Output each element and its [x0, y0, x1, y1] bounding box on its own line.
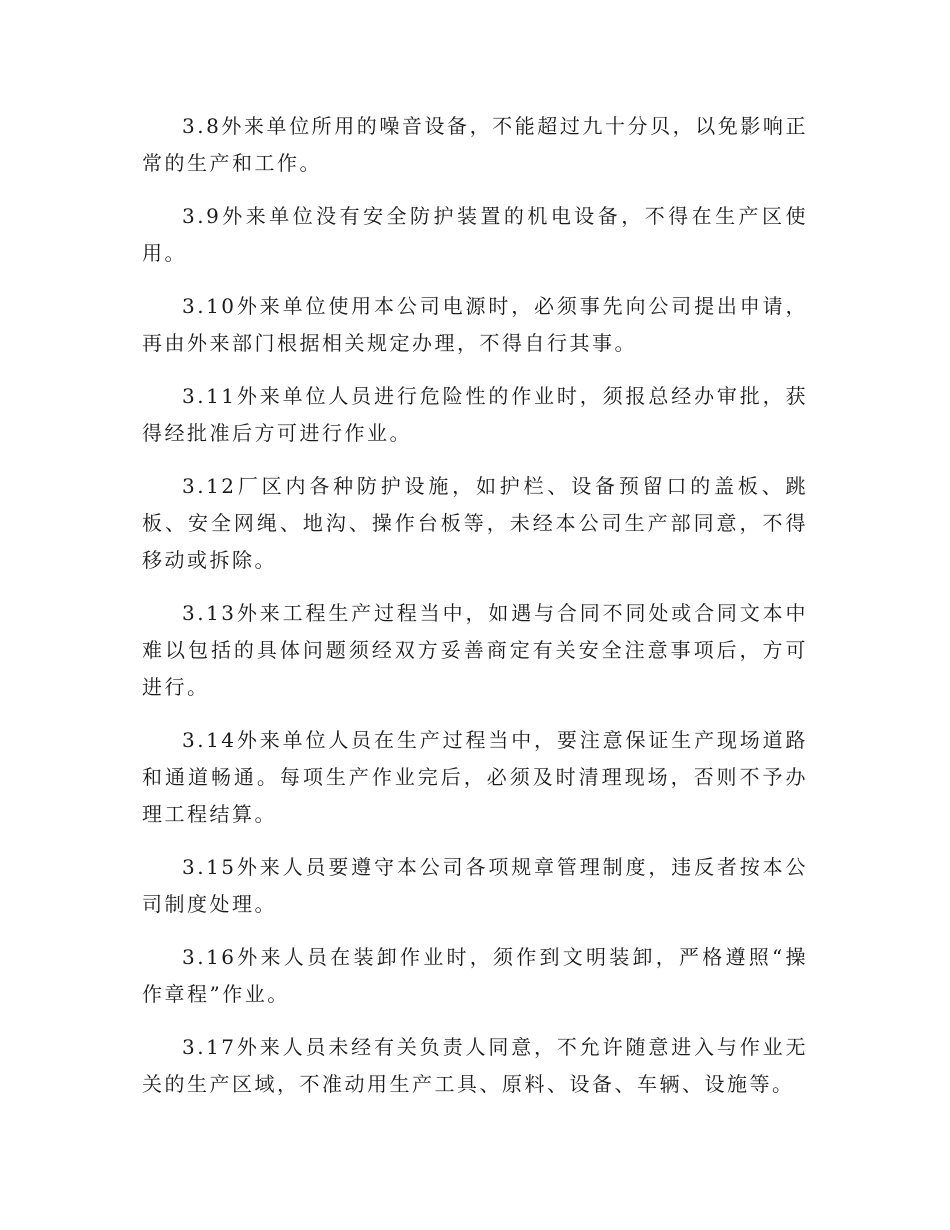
clause-3-15: 3.15外来人员要遵守本公司各项规章管理制度，违反者按本公司制度处理。	[142, 855, 808, 916]
clause-3-16: 3.16外来人员在装卸作业时，须作到文明装卸，严格遵照“操作章程”作业。	[142, 945, 808, 1006]
clause-3-9: 3.9外来单位没有安全防护装置的机电设备，不得在生产区使用。	[142, 204, 808, 265]
clause-3-10: 3.10外来单位使用本公司电源时，必须事先向公司提出申请，再由外来部门根据相关规定办理，不得自行其事。	[142, 294, 808, 355]
clause-3-12: 3.12厂区内各种防护设施，如护栏、设备预留口的盖板、跳板、安全网绳、地沟、操作台板等，未经本公司生产部同意，不得移动或拆除。	[142, 474, 808, 572]
clause-3-8: 3.8外来单位所用的噪音设备，不能超过九十分贝，以免影响正常的生产和工作。	[142, 114, 808, 175]
clause-3-11: 3.11外来单位人员进行危险性的作业时，须报总经办审批，获得经批准后方可进行作业。	[142, 384, 808, 445]
clause-3-13: 3.13外来工程生产过程当中，如遇与合同不同处或合同文本中难以包括的具体问题须经双方妥善商定有关安全注意事项后，方可进行。	[142, 601, 808, 699]
clause-3-17: 3.17外来人员未经有关负责人同意，不允许随意进入与作业无关的生产区域，不准动用生产工具、原料、设备、车辆、设施等。	[142, 1035, 808, 1096]
clause-3-14: 3.14外来单位人员在生产过程当中，要注意保证生产现场道路和通道畅通。每项生产作业完后，必须及时清理现场，否则不予办理工程结算。	[142, 728, 808, 826]
document-body	[142, 108, 808, 1119]
